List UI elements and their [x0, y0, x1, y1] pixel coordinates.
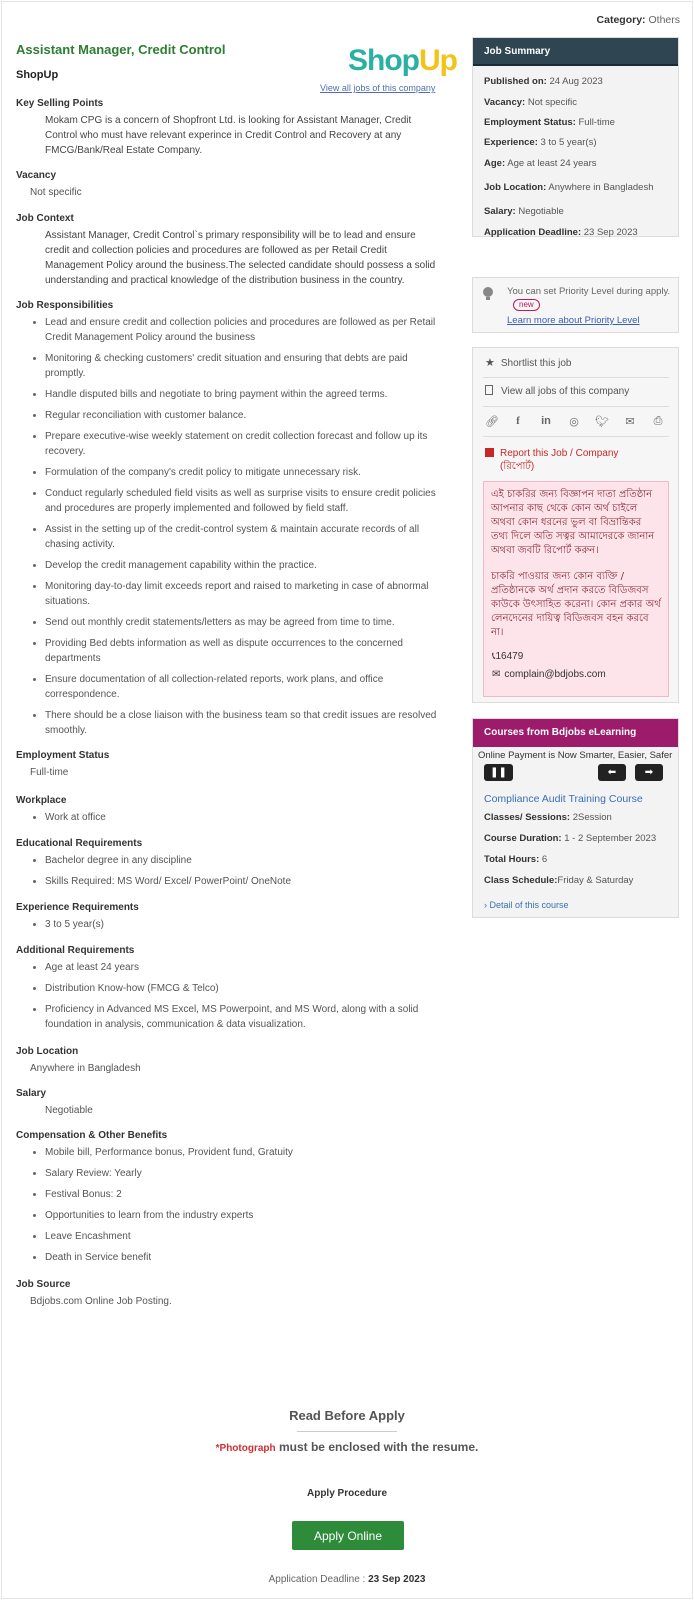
facebook-icon[interactable]: f: [516, 415, 520, 427]
list-item: Develop the credit management capability within the practice.: [16, 558, 441, 573]
list-item: Mobile bill, Performance bonus, Provident fund, Gratuity: [16, 1145, 441, 1160]
workplace-title: Workplace: [16, 795, 67, 806]
job-summary-panel: [472, 37, 679, 237]
additional-title: Additional Requirements: [16, 945, 135, 956]
link-icon[interactable]: 🔗︎: [485, 416, 499, 428]
actions-panel: [472, 347, 679, 703]
list-item: Skills Required: MS Word/ Excel/ PowerPoint/ OneNote: [16, 874, 441, 889]
priority-panel: [472, 277, 679, 333]
list-item: Providing Bed debts information as well as dispute occurrences to the concerned departments: [16, 636, 441, 666]
email-icon: ✉: [492, 669, 501, 680]
new-badge: new: [513, 299, 540, 311]
divider: [483, 436, 669, 437]
payment-marquee: Online Payment is Now Smarter, Easier, Safer: [478, 750, 673, 761]
warning-text-1: এই চাকরির জন্য বিজ্ঞাপন দাতা প্রতিষ্ঠান আপনার কাছ থেকে কোন অর্থ চাইলে অথবা কোন ধরনের ভুল বা বিভ্রান্তিকর তথ্য দিলে অতি সত্বর আমাদেরকে জানান অথবা জবটি রিপোর্ট করুন।: [491, 489, 655, 556]
list-item: Death in Service benefit: [16, 1250, 441, 1265]
experience-title: Experience Requirements: [16, 902, 139, 913]
pause-icon: ❚❚: [490, 767, 507, 778]
summary-row: Published on: 24 Aug 2023: [484, 76, 603, 87]
warning-text-2: চাকরি পাওয়ার জন্য কোন ব্যক্তি / প্রতিষ্ঠানকে অর্থ প্রদান করতে বিডিজবস কাউকে উৎসাহিত করেনা। কোন প্রকার অর্থ লেনদেনের দায়িত্ব বিডিজবস বহন করবে না।: [491, 571, 661, 638]
view-all-jobs-link[interactable]: View all jobs of this company: [320, 83, 436, 93]
job-location-title: Job Location: [16, 1046, 79, 1057]
salary-title: Salary: [16, 1088, 47, 1099]
list-item: Regular reconciliation with customer balance.: [16, 408, 441, 423]
list-item: Distribution Know-how (FMCG & Telco): [16, 981, 441, 996]
list-item: Monitoring day-to-day limit exceeds report and raised to marketing in case of abnormal situations.: [16, 579, 441, 609]
job-source-title: Job Source: [16, 1279, 71, 1290]
share-bar: [485, 415, 671, 429]
job-context-text: Assistant Manager, Credit Control`s primary responsibility will be to lead and ensure credit and collection policies and procedures are followed as per Retail Credit Management Policy around the business.The selected candidate should possess a solid understanding and practical knowledge of the distribution business in the country.: [45, 230, 436, 286]
phone-contact: 📞︎16479: [492, 651, 524, 662]
course-detail-link[interactable]: › Detail of this course: [484, 900, 569, 910]
responsibilities-title: Job Responsibilities: [16, 300, 114, 311]
category-label: Category: Others: [596, 14, 680, 26]
shortlist-job-button[interactable]: ★ Shortlist this job: [485, 357, 572, 369]
list-item: Proficiency in Advanced MS Excel, MS Powerpoint, and MS Word, along with a solid foundation in analysis, communication & data visualization.: [16, 1002, 441, 1032]
courses-title: Courses from Bdjobs eLearning: [473, 719, 678, 747]
job-source-value: Bdjobs.com Online Job Posting.: [30, 1296, 172, 1307]
list-item: Send out monthly credit statements/letters as may be agreed from time to time.: [16, 615, 441, 630]
employment-status-title: Employment Status: [16, 750, 110, 761]
course-detail-row: Class Schedule:Friday & Saturday: [484, 875, 634, 886]
summary-row: Age: Age at least 24 years: [484, 158, 597, 169]
apply-online-button[interactable]: Apply Online: [292, 1521, 404, 1550]
list-item: Age at least 24 years: [16, 960, 441, 975]
email-icon[interactable]: ✉: [625, 416, 635, 428]
list-item: Prepare executive-wise weekly statement on credit collection forecast and follow up its recovery.: [16, 429, 441, 459]
list-item: Lead and ensure credit and collection policies and procedures are followed as per Retail Credit Management Policy around the business: [16, 315, 441, 345]
pause-button[interactable]: [484, 764, 513, 781]
apply-procedure-title: Apply Procedure: [306, 1488, 388, 1499]
application-deadline: Application Deadline : 23 Sep 2023: [268, 1574, 426, 1585]
phone-icon: 📞︎: [492, 651, 496, 662]
divider: [483, 406, 669, 407]
additional-list: [16, 960, 441, 1032]
list-item: Work at office: [16, 810, 441, 825]
summary-row: Vacancy: Not specific: [484, 97, 577, 108]
view-all-company-jobs-button[interactable]: View all jobs of this company: [485, 385, 629, 397]
arrow-left-icon: ⬅: [607, 767, 617, 778]
vacancy-value: Not specific: [30, 187, 82, 198]
read-before-apply-title: Read Before Apply: [289, 1408, 405, 1423]
responsibilities-list: [16, 315, 441, 738]
print-icon[interactable]: ⎙: [653, 415, 663, 427]
courses-panel: [472, 718, 679, 918]
employment-status-value: Full-time: [30, 767, 69, 778]
job-location-value: Anywhere in Bangladesh: [30, 1063, 141, 1074]
course-detail-row: Course Duration: 1 - 2 September 2023: [484, 833, 657, 844]
star-icon: ★: [485, 357, 495, 369]
lightbulb-icon: [483, 287, 493, 297]
list-item: Formulation of the company's credit policy to mitigate unnecessary risk.: [16, 465, 441, 480]
prev-button[interactable]: [598, 764, 626, 781]
summary-row: Application Deadline: 23 Sep 2023: [484, 227, 638, 238]
divider: [483, 377, 669, 378]
compensation-list: [16, 1145, 441, 1265]
linkedin-icon[interactable]: in: [541, 415, 551, 427]
list-item: Salary Review: Yearly: [16, 1166, 441, 1181]
compensation-title: Compensation & Other Benefits: [16, 1130, 168, 1141]
vacancy-title: Vacancy: [16, 170, 57, 181]
list-item: Assist in the setting up of the credit-control system & maintain accurate records of all chasing activity.: [16, 522, 441, 552]
list-item: Opportunities to learn from the industry experts: [16, 1208, 441, 1223]
workplace-list: [16, 810, 441, 825]
summary-row: Salary: Negotiable: [484, 206, 564, 217]
key-selling-text: Mokam CPG is a concern of Shopfront Ltd. is looking for Assistant Manager, Credit Control who must have relevant experince in Credit Control and Recovery at any FMCG/Bank/Real Estate Company.: [45, 115, 412, 156]
divider: [297, 1431, 397, 1432]
summary-row: Experience: 3 to 5 year(s): [484, 137, 597, 148]
job-summary-title: Job Summary: [473, 38, 678, 66]
summary-row: Employment Status: Full-time: [484, 117, 615, 128]
job-title: Assistant Manager, Credit Control: [16, 42, 226, 57]
whatsapp-icon[interactable]: ◎: [569, 416, 579, 428]
photograph-notice: *Photograph must be enclosed with the resume.: [215, 1440, 479, 1454]
company-logo: ShopUp: [348, 44, 457, 77]
list-item: Monitoring & checking customers' credit situation and ensuring that debts are paid promptly.: [16, 351, 441, 381]
list-item: There should be a close liaison with the business team so that credit issues are resolved smoothly.: [16, 708, 441, 738]
course-name-link[interactable]: Compliance Audit Training Course: [484, 793, 643, 805]
course-detail-row: Total Hours: 6: [484, 854, 548, 865]
email-contact: ✉ complain@bdjobs.com: [492, 669, 606, 680]
job-context-title: Job Context: [16, 213, 74, 224]
priority-text: You can set Priority Level during apply.new: [507, 286, 671, 309]
experience-list: [16, 917, 441, 932]
list-item: Bachelor degree in any discipline: [16, 853, 441, 868]
list-item: 3 to 5 year(s): [16, 917, 441, 932]
list-item: Festival Bonus: 2: [16, 1187, 441, 1202]
salary-value: Negotiable: [45, 1105, 93, 1116]
job-details: [16, 42, 441, 1307]
flag-icon: [485, 448, 494, 457]
chevron-right-icon: ›: [484, 900, 487, 910]
next-button[interactable]: [635, 764, 663, 781]
education-title: Educational Requirements: [16, 838, 143, 849]
fraud-warning-box: [483, 481, 669, 697]
list-item: Leave Encashment: [16, 1229, 441, 1244]
course-detail-row: Classes/ Sessions: 2Session: [484, 812, 612, 823]
company-name: ShopUp: [16, 69, 59, 81]
list-item: Handle disputed bills and negotiate to bring payment within the agreed terms.: [16, 387, 441, 402]
list-item: Ensure documentation of all collection-related reports, work plans, and office correspondence.: [16, 672, 441, 702]
twitter-icon[interactable]: 🐦︎: [595, 416, 609, 428]
summary-row: Job Location: Anywhere in Bangladesh: [484, 182, 654, 193]
key-selling-title: Key Selling Points: [16, 98, 104, 109]
priority-learn-more-link[interactable]: Learn more about Priority Level: [507, 315, 640, 326]
copy-icon: [485, 385, 493, 395]
report-job-button[interactable]: Report this Job / Company (রিপোর্ট): [485, 447, 618, 473]
education-list: [16, 853, 441, 889]
list-item: Conduct regularly scheduled field visits as well as surprise visits to ensure credit policies and procedures are properly implemented and followed by field staff.: [16, 486, 441, 516]
arrow-right-icon: ➡: [644, 767, 654, 778]
